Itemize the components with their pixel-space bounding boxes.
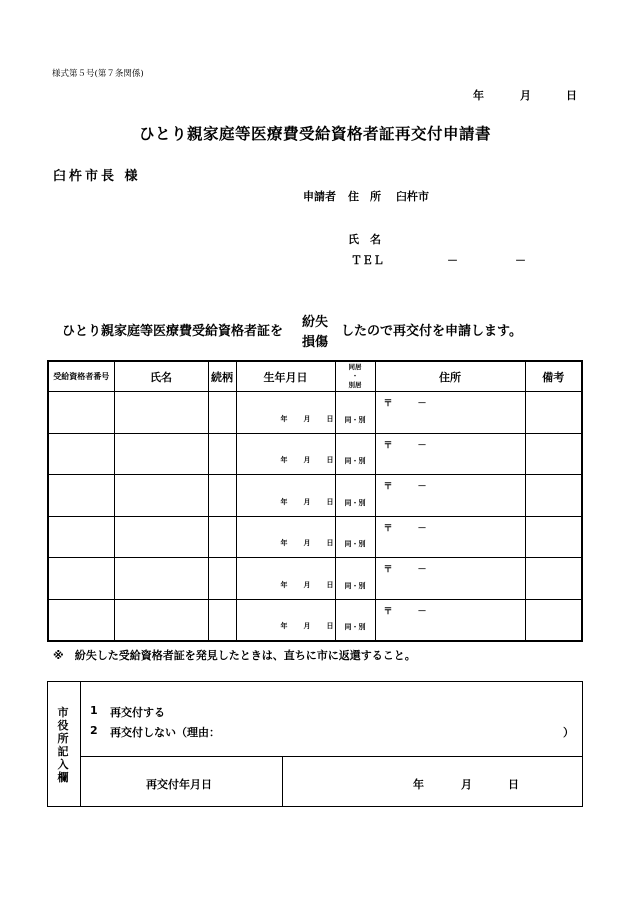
cohab-option: 同・別 [344, 581, 366, 590]
option-no-reissue[interactable]: 再交付しない（理由： [110, 726, 220, 739]
cell-relation[interactable] [208, 558, 236, 600]
table-row [48, 516, 582, 558]
cell-address[interactable] [375, 392, 525, 434]
birth-day-label: 日 [326, 622, 334, 630]
statement-prefix: ひとり親家庭等医療費受給資格者証を [62, 324, 284, 339]
birth-year-label: 年 [280, 622, 288, 630]
office-use-section [47, 681, 583, 807]
cell-cohabitation[interactable] [335, 392, 375, 434]
header-cohabitation [335, 361, 375, 392]
cell-name[interactable] [114, 392, 208, 434]
addressee: 臼杵市長 様 [53, 169, 141, 184]
cell-remarks[interactable] [525, 392, 582, 434]
header-birth: 生年月日 [236, 361, 335, 392]
cell-cert-no[interactable] [48, 392, 114, 434]
cell-name[interactable] [114, 599, 208, 641]
postal-mark: 〒 [383, 606, 393, 617]
postal-mark: 〒 [383, 399, 393, 409]
date-day-label: 日 [566, 89, 577, 102]
cell-cert-no[interactable] [48, 516, 114, 558]
cohab-option: 同・別 [344, 540, 366, 548]
cell-relation[interactable] [208, 392, 236, 434]
tel-dash-1: － [447, 254, 458, 267]
cell-remarks[interactable] [525, 516, 582, 558]
cohab-option: 同・別 [344, 623, 366, 631]
date-month-label: 月 [520, 89, 531, 102]
birth-year-label: 年 [280, 414, 288, 423]
cell-remarks[interactable] [525, 475, 582, 517]
page-title: ひとり親家庭等医療費受給資格者証再交付申請書 [138, 125, 491, 143]
cell-name[interactable] [114, 475, 208, 517]
office-divider-v [282, 756, 283, 806]
office-divider-h [80, 756, 582, 757]
postal-dash: － [417, 440, 427, 451]
cell-name[interactable] [114, 433, 208, 475]
cell-cohabitation[interactable] [335, 475, 375, 517]
option-reissue[interactable]: 再交付する [110, 706, 165, 719]
cell-relation[interactable] [208, 475, 236, 517]
cell-birth[interactable] [236, 599, 335, 641]
header-remarks: 備考 [525, 361, 582, 392]
birth-day-label: 日 [326, 539, 334, 547]
birth-day-label: 日 [326, 456, 334, 464]
birth-day-label: 日 [326, 580, 334, 589]
header-cert-no: 受給資格者番号 [48, 361, 114, 392]
cell-name[interactable] [114, 516, 208, 558]
birth-month-label: 月 [303, 414, 311, 423]
cell-relation[interactable] [208, 516, 236, 558]
cell-address[interactable] [375, 516, 525, 558]
option-2-number: 2 [90, 724, 98, 737]
cell-birth[interactable] [236, 558, 335, 600]
table-row [48, 475, 582, 517]
birth-month-label: 月 [303, 580, 311, 589]
cohab-option: 同・別 [344, 457, 366, 465]
postal-dash: － [417, 606, 427, 617]
cell-address[interactable] [375, 475, 525, 517]
birth-year-label: 年 [280, 456, 288, 464]
postal-mark: 〒 [383, 523, 393, 534]
header-cohab-together: 同居 [348, 363, 362, 371]
table-row [48, 558, 582, 600]
option-1-number: 1 [90, 704, 98, 717]
cell-name[interactable] [114, 558, 208, 600]
cohab-option: 同・別 [344, 415, 366, 424]
cell-cohabitation[interactable] [335, 516, 375, 558]
option-2-close: ） [563, 726, 574, 739]
recipient-table [47, 360, 583, 642]
cell-cohabitation[interactable] [335, 433, 375, 475]
tel-label: ＴＥＬ [351, 254, 384, 267]
birth-month-label: 月 [303, 456, 311, 464]
postal-mark: 〒 [383, 565, 393, 575]
cell-birth[interactable] [236, 433, 335, 475]
cell-remarks[interactable] [525, 599, 582, 641]
header-address: 住所 [375, 361, 525, 392]
postal-dash: － [417, 565, 427, 575]
form-number: 様式第５号(第７条関係) [52, 69, 144, 79]
reissue-date-label: 再交付年月日 [146, 778, 212, 791]
cell-relation[interactable] [208, 599, 236, 641]
header-name: 氏名 [114, 361, 208, 392]
postal-dash: － [417, 482, 427, 492]
office-label: 市役所記入欄 [57, 706, 69, 784]
statement-suffix: したので再交付を申請します。 [341, 324, 522, 339]
cell-remarks[interactable] [525, 433, 582, 475]
address-value[interactable]: 臼杵市 [396, 190, 429, 203]
cell-relation[interactable] [208, 433, 236, 475]
office-label-cell [48, 682, 81, 806]
cohab-option: 同・別 [344, 498, 366, 507]
birth-year-label: 年 [280, 539, 288, 547]
applicant-label: 申請者 [303, 190, 336, 203]
birth-year-label: 年 [280, 580, 288, 589]
header-cohab-dot: ・ [351, 372, 359, 380]
reissue-month[interactable]: 月 [461, 778, 472, 791]
table-row [48, 599, 582, 641]
cell-cert-no[interactable] [48, 599, 114, 641]
cell-cert-no[interactable] [48, 433, 114, 475]
table-header-row [48, 361, 582, 392]
address-label: 住 所 [348, 190, 381, 203]
birth-day-label: 日 [326, 414, 334, 423]
cell-birth[interactable] [236, 516, 335, 558]
cell-cohabitation[interactable] [335, 599, 375, 641]
postal-dash: － [417, 523, 427, 534]
cell-birth[interactable] [236, 475, 335, 517]
date-year-label: 年 [473, 89, 484, 102]
statement-option-lost[interactable]: 紛失 [302, 315, 329, 330]
postal-mark: 〒 [383, 482, 393, 492]
cell-remarks[interactable] [525, 558, 582, 600]
birth-year-label: 年 [280, 497, 288, 506]
cell-cert-no[interactable] [48, 558, 114, 600]
reissue-year[interactable]: 年 [413, 778, 424, 791]
table-row [48, 433, 582, 475]
header-relation: 続柄 [208, 361, 236, 392]
birth-month-label: 月 [303, 497, 311, 506]
note: ※ 紛失した受給資格者証を発見したときは、直ちに市に返還すること。 [53, 649, 416, 662]
statement-option-damaged[interactable]: 損傷 [302, 335, 329, 350]
cell-birth[interactable] [236, 392, 335, 434]
birth-day-label: 日 [326, 497, 334, 506]
postal-mark: 〒 [383, 440, 393, 451]
tel-dash-2: － [515, 254, 526, 267]
birth-month-label: 月 [303, 622, 311, 630]
table-row [48, 392, 582, 434]
birth-month-label: 月 [303, 539, 311, 547]
cell-address[interactable] [375, 599, 525, 641]
cell-cert-no[interactable] [48, 475, 114, 517]
cell-address[interactable] [375, 558, 525, 600]
cell-cohabitation[interactable] [335, 558, 375, 600]
cell-address[interactable] [375, 433, 525, 475]
name-label: 氏 名 [348, 233, 381, 246]
reissue-day[interactable]: 日 [508, 778, 519, 791]
header-cohab-separate: 別居 [348, 381, 362, 389]
postal-dash: － [417, 399, 427, 409]
